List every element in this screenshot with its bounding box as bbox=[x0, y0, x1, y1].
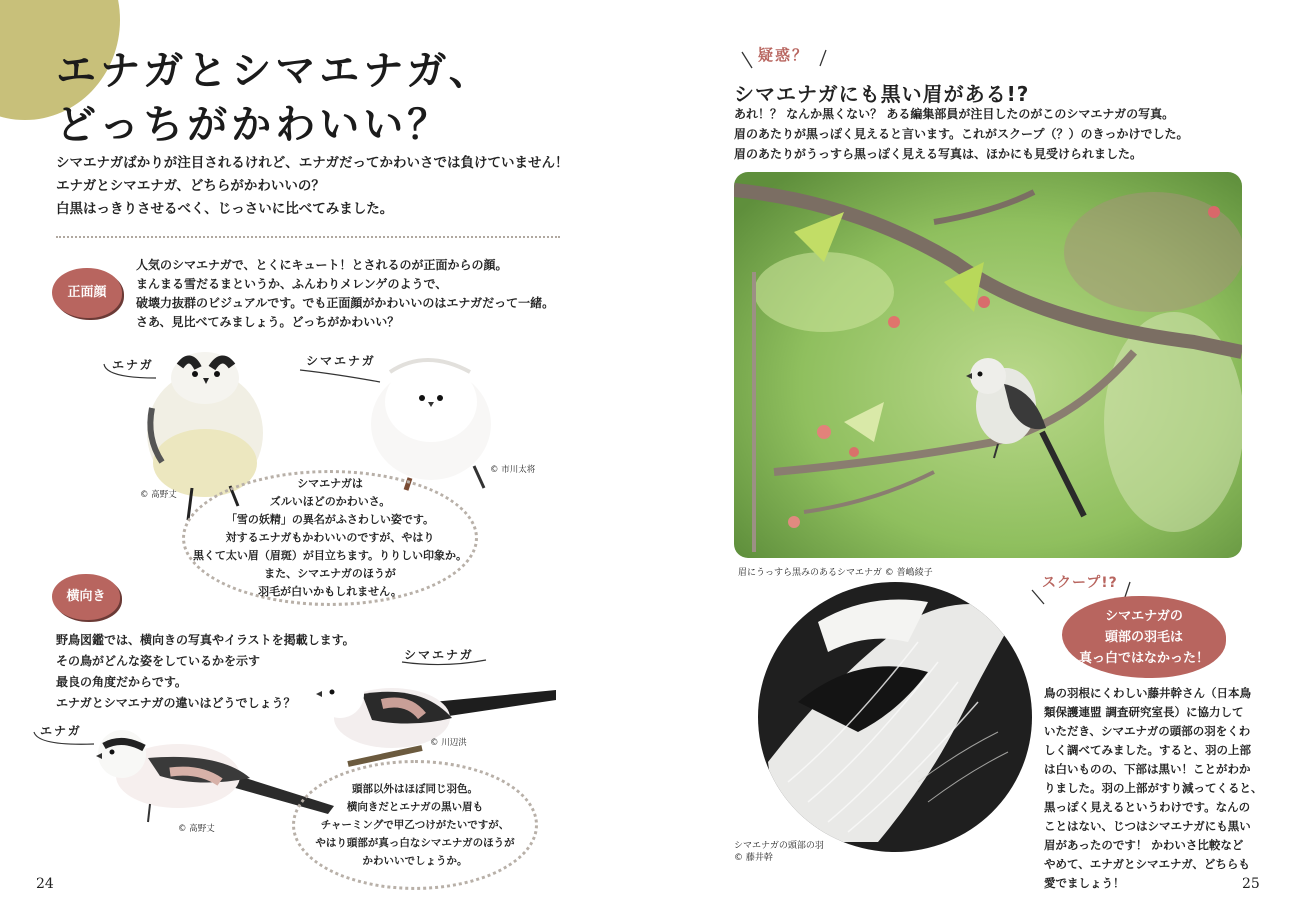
front-face-text: 人気のシマエナガで、とくにキュート！とされるのが正面からの顔。 まんまる雪だるまというか、ふんわりメレンゲのようで、 破壊力抜群のビジュアルです。でも正面顔がかわいいのはエナガだって一緒。 さあ、見比べてみましょう。どっちがかわいい？ bbox=[136, 258, 555, 329]
credit-enaga-front: © 髙野丈 bbox=[140, 490, 177, 500]
page-number-right: 25 bbox=[1242, 876, 1260, 892]
credit-enaga-side: © 髙野丈 bbox=[178, 824, 215, 834]
front-face-tag: 正面顔 bbox=[52, 268, 122, 318]
kicker-accent-lines bbox=[736, 42, 836, 72]
page-title: エナガとシマエナガ、 どっちがかわいい？ bbox=[56, 48, 493, 148]
scoop-bubble: シマエナガの 頭部の羽毛は 真っ白ではなかった！ bbox=[1062, 596, 1226, 678]
scoop-label: スクープ!? bbox=[1042, 575, 1118, 591]
shima-side-photo bbox=[312, 664, 562, 774]
main-bird-photo bbox=[734, 172, 1242, 558]
label-shima-front: シマエナガ bbox=[306, 354, 376, 368]
right-body-text: 鳥の羽根にくわしい藤井幹さん（日本鳥 類保護連盟 調査研究室長）に協力して いただき、シマエナガの頭部の羽をくわ しく調べてみました。すると、羽の上部 は白いものの、下部は黒い！ことがわか りました。羽の上部がすり減ってくると、 黒っぽく見えるというわけです。なんの ことはない、じつはシマエナガにも黒い 眉があったのです！ かわいさ比較など やめて、エナガとシマエナガ、どちらも 愛でましょう！ bbox=[1044, 686, 1263, 890]
photo-caption: 眉にうっすら黒みのあるシマエナガ © 普嶋綾子 bbox=[738, 568, 933, 578]
label-shima-side: シマエナガ bbox=[404, 648, 474, 662]
comparison-cloud-front: シマエナガは ズルいほどのかわいさ。 「雪の妖精」の異名がふさわしい姿です。 対するエナガもかわいいのですが、やはり 黒くて太い眉（眉斑）が目立ちます。りりしい印象か。 また、シマエナガのほうが 羽毛が白いかもしれません。 bbox=[182, 470, 478, 606]
credit-shima-front: © 市川太将 bbox=[490, 465, 536, 475]
intro-paragraph: シマエナガばかりが注目されるけれど、エナガだってかわいさでは負けていません！ エナガとシマエナガ、どちらがかわいいの？ 白黒はっきりさせるべく、じっさいに比べてみました。 bbox=[56, 155, 569, 217]
label-enaga-side: エナガ bbox=[40, 724, 82, 738]
right-title: シマエナガにも黒い眉がある!? bbox=[734, 82, 1030, 106]
shima-front-photo bbox=[366, 342, 496, 492]
kicker-doubt: 疑惑？ bbox=[758, 46, 810, 64]
side-view-text: 野鳥図鑑では、横向きの写真やイラストを掲載します。 その鳥がどんな姿をしているかを示す 最良の角度だからです。 エナガとシマエナガの違いはどうでしょう？ bbox=[56, 633, 355, 710]
right-intro: あれ！？ なんか黒くない？ ある編集部員が注目したのがこのシマエナガの写真。 眉のあたりが黒っぽく見えると言います。これがスクープ（？）のきっかけでした。 眉のあたりがうっすら黒っぽく見える写真は、ほかにも見受けられました。 bbox=[734, 107, 1189, 161]
feather-caption: シマエナガの頭部の羽 © 藤井幹 bbox=[734, 841, 824, 863]
comparison-cloud-side: 頭部以外はほぼ同じ羽色。 横向きだとエナガの黒い眉も チャーミングで甲乙つけがたいですが、 やはり頭部が真っ白なシマエナガのほうが かわいいでしょうか。 bbox=[292, 760, 538, 890]
feather-closeup-photo bbox=[758, 582, 1032, 852]
label-enaga-front: エナガ bbox=[112, 358, 154, 372]
page-number-left: 24 bbox=[36, 876, 54, 892]
dotted-divider bbox=[56, 236, 560, 238]
credit-shima-side: © 川辺洪 bbox=[430, 738, 467, 748]
side-view-tag: 横向き bbox=[52, 574, 120, 620]
